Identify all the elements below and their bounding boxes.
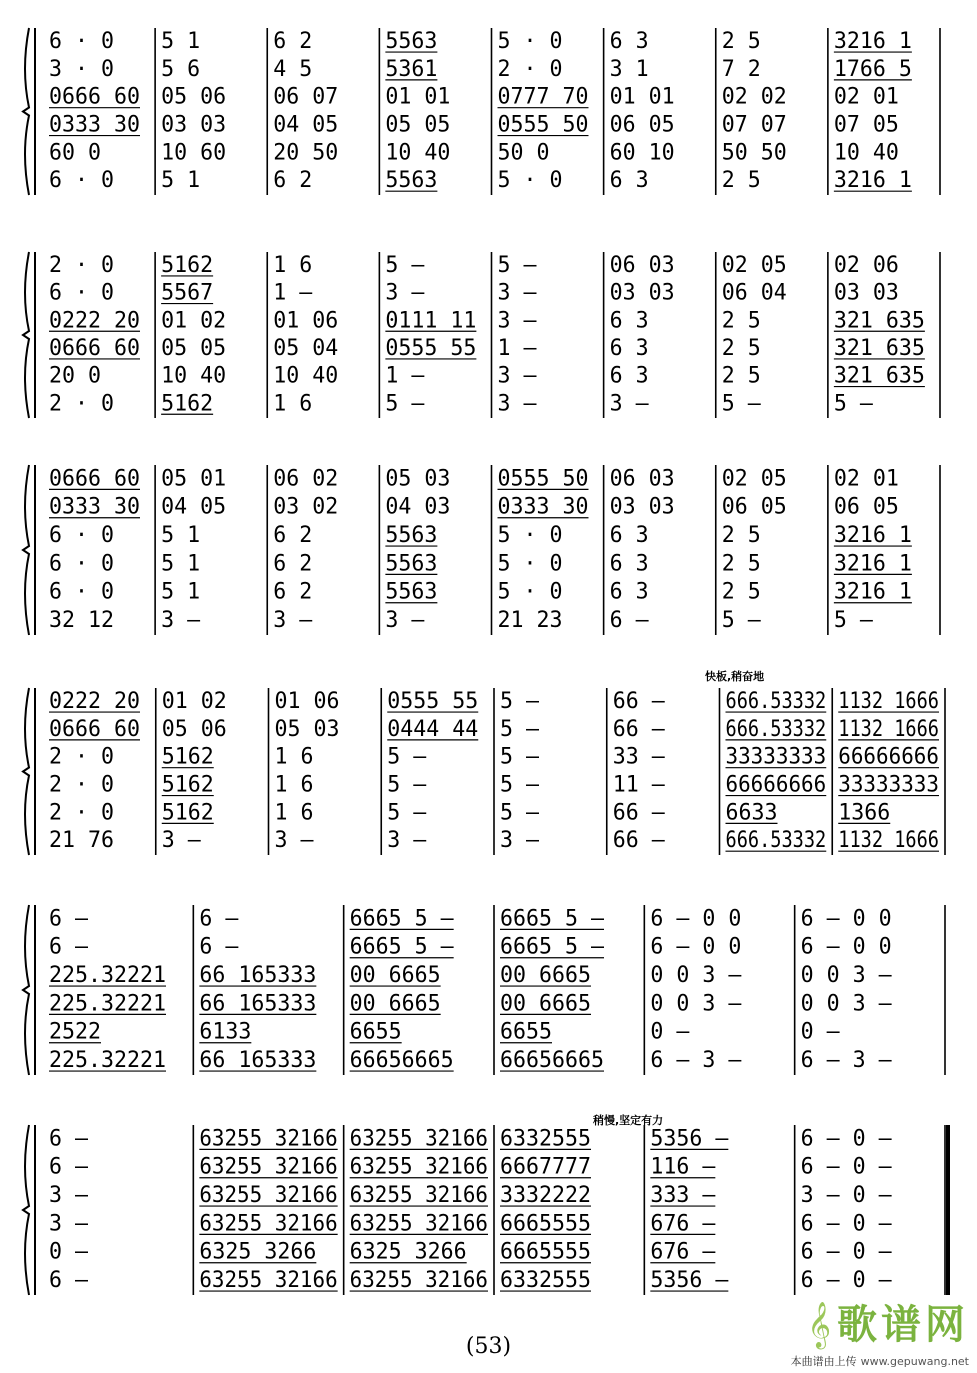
note-group: 5563: [385, 168, 438, 194]
note-group: 05 05: [161, 335, 227, 361]
note-group: 6665 5 —: [500, 906, 605, 932]
note-group: 6667777: [500, 1154, 591, 1180]
note-group: 5 · 0: [497, 168, 563, 194]
note-group: 00 6665: [349, 963, 441, 989]
note-group: 63255 32166: [199, 1268, 338, 1294]
note-group: 5162: [161, 744, 214, 770]
note-group: 3 1: [609, 56, 649, 82]
note-group: 6 — 3 —: [800, 1048, 893, 1074]
note-group: 6 · 0: [49, 551, 114, 577]
note-group: 4 5: [273, 56, 313, 82]
note-group: 2 · 0: [49, 772, 114, 798]
note-group: 0333 30: [497, 494, 589, 520]
note-group: 2 · 0: [49, 391, 114, 417]
note-group: 3 —: [497, 391, 538, 417]
note-group: 6 2: [273, 551, 313, 577]
note-group: 5162: [161, 772, 214, 798]
note-group: 03 03: [609, 494, 675, 520]
note-group: 1132 1666: [838, 716, 939, 742]
note-group: 0 0 3 —: [800, 991, 893, 1017]
note-group: 2 · 0: [49, 252, 114, 278]
note-group: 07 05: [833, 112, 899, 138]
note-group: 6133: [199, 1019, 252, 1045]
note-group: 2 5: [721, 168, 761, 194]
note-group: 10 40: [161, 363, 227, 389]
note-group: 6665555: [500, 1239, 591, 1265]
note-group: 5 —: [500, 744, 540, 770]
note-group: 50 0: [497, 140, 550, 166]
note-group: 6 —: [49, 1268, 89, 1294]
note-group: 5 —: [385, 391, 426, 417]
note-group: 66 —: [612, 800, 666, 826]
note-group: 5 · 0: [497, 29, 563, 55]
note-group: 5 —: [500, 716, 540, 742]
note-group: 2 5: [721, 579, 761, 605]
note-group: 11 —: [612, 772, 666, 798]
note-group: 3 —: [497, 308, 538, 334]
note-group: 3216 1: [833, 168, 912, 194]
note-group: 63255 32166: [349, 1211, 488, 1237]
note-group: 0666 60: [49, 466, 140, 492]
note-group: 6 —: [49, 1126, 89, 1152]
note-group: 03 03: [833, 280, 899, 306]
note-group: 00 6665: [500, 991, 591, 1017]
note-group: 5 1: [161, 29, 201, 55]
note-group: 5 —: [497, 252, 538, 278]
note-group: 05 03: [385, 466, 451, 492]
note-group: 05 06: [161, 84, 227, 110]
note-group: 66666666: [838, 744, 939, 770]
note-group: 6 3: [609, 335, 649, 361]
note-group: 63255 32166: [349, 1126, 488, 1152]
note-group: 66 —: [612, 689, 666, 715]
note-group: 5 —: [721, 608, 762, 634]
note-group: 6 3: [609, 551, 649, 577]
note-group: 3216 1: [833, 523, 912, 549]
note-group: 0 0 3 —: [650, 963, 743, 989]
note-group: 6633: [725, 800, 778, 826]
note-group: 5 —: [833, 608, 874, 634]
note-group: 5 · 0: [497, 551, 563, 577]
note-group: 05 05: [385, 112, 451, 138]
note-group: 63255 32166: [349, 1154, 488, 1180]
note-group: 6 2: [273, 168, 313, 194]
note-group: 60 0: [49, 140, 101, 166]
note-group: 20 50: [273, 140, 339, 166]
note-group: 5162: [161, 391, 214, 417]
note-group: 32 12: [49, 608, 114, 634]
note-group: 2 5: [721, 523, 761, 549]
note-group: 6 3: [609, 29, 649, 55]
note-group: 63255 32166: [199, 1211, 338, 1237]
note-group: 6665555: [500, 1211, 591, 1237]
note-group: 6 3: [609, 168, 649, 194]
note-group: 04 05: [273, 112, 339, 138]
note-group: 2 5: [721, 363, 761, 389]
note-group: 6665 5 —: [500, 934, 605, 960]
note-group: 6 — 0 —: [800, 1126, 893, 1152]
note-group: 6332555: [500, 1126, 591, 1152]
note-group: 66656665: [500, 1048, 604, 1074]
note-group: 5162: [161, 252, 214, 278]
note-group: 0444 44: [387, 716, 479, 742]
note-group: 01 02: [161, 689, 227, 715]
note-group: 5 —: [500, 689, 540, 715]
note-group: 6655: [349, 1019, 402, 1045]
note-group: 20 0: [49, 363, 101, 389]
system-brace: [23, 905, 29, 1075]
note-group: 225.32221: [49, 963, 166, 989]
note-group: 6 3: [609, 363, 649, 389]
note-group: 0333 30: [49, 112, 140, 138]
note-group: 5 1: [161, 168, 201, 194]
note-group: 5563: [385, 579, 438, 605]
note-group: 3 —: [497, 280, 538, 306]
note-group: 00 6665: [500, 963, 591, 989]
note-group: 66656665: [349, 1048, 454, 1074]
note-group: 0555 55: [385, 335, 477, 361]
note-group: 66 —: [612, 716, 666, 742]
note-group: 5563: [385, 523, 438, 549]
watermark-logo: 歌谱网: [837, 1302, 969, 1348]
note-group: 5563: [385, 551, 438, 577]
note-group: 1366: [838, 800, 891, 826]
note-group: 0222 20: [49, 308, 140, 334]
note-group: 06 04: [721, 280, 787, 306]
note-group: 321 635: [833, 335, 925, 361]
note-group: 01 06: [274, 689, 340, 715]
note-group: 0666 60: [49, 84, 140, 110]
note-group: 3332222: [500, 1183, 591, 1209]
note-group: 6 — 0 —: [800, 1154, 893, 1180]
note-group: 5 1: [161, 551, 201, 577]
note-group: 2 5: [721, 308, 761, 334]
note-group: 0 0 3 —: [800, 963, 893, 989]
tempo-mark-slow: 稍慢,坚定有力: [593, 1114, 664, 1127]
note-group: 50 50: [721, 140, 787, 166]
note-group: 6 · 0: [49, 280, 114, 306]
note-group: 06 05: [833, 494, 899, 520]
note-group: 5356 —: [650, 1268, 730, 1294]
note-group: 5 —: [387, 744, 427, 770]
note-group: 0 0 3 —: [650, 991, 743, 1017]
note-group: 04 03: [385, 494, 451, 520]
note-group: 10 40: [385, 140, 451, 166]
note-group: 7 2: [721, 56, 761, 82]
note-group: 6 — 0 0: [650, 906, 742, 932]
note-group: 0555 50: [497, 112, 589, 138]
note-group: 6 — 3 —: [650, 1048, 743, 1074]
note-group: 0777 70: [497, 84, 589, 110]
note-group: 3216 1: [833, 579, 912, 605]
note-group: 5 · 0: [497, 579, 563, 605]
note-group: 6 — 0 —: [800, 1211, 893, 1237]
note-group: 225.32221: [49, 991, 166, 1017]
note-group: 63255 32166: [199, 1154, 338, 1180]
note-group: 6 · 0: [49, 29, 114, 55]
note-group: 3 —: [497, 363, 538, 389]
note-group: 5162: [161, 800, 214, 826]
note-group: 02 05: [721, 466, 787, 492]
note-group: 05 04: [273, 335, 339, 361]
watermark-caption: 本曲谱由上传: [790, 1355, 857, 1368]
note-group: 6 —: [199, 934, 240, 960]
note-group: 6 3: [609, 579, 649, 605]
note-group: 1 6: [274, 772, 314, 798]
note-group: 6 —: [49, 906, 89, 932]
system-brace: [23, 688, 29, 855]
note-group: 01 06: [273, 308, 339, 334]
note-group: 1 6: [273, 391, 313, 417]
note-group: 3 —: [161, 828, 202, 854]
note-group: 10 40: [833, 140, 899, 166]
note-group: 63255 32166: [349, 1268, 488, 1294]
note-group: 01 02: [161, 308, 227, 334]
note-group: 5 1: [161, 523, 201, 549]
note-group: 6 — 0 0: [800, 906, 892, 932]
note-group: 5 —: [387, 772, 427, 798]
note-group: 0666 60: [49, 335, 140, 361]
note-group: 2 · 0: [49, 744, 114, 770]
note-group: 5 —: [385, 252, 426, 278]
note-group: 66 165333: [199, 1048, 317, 1074]
note-group: 2522: [49, 1019, 101, 1045]
note-group: 6 —: [609, 608, 650, 634]
note-group: 02 06: [833, 252, 899, 278]
note-group: 3 —: [273, 608, 313, 634]
note-group: 321 635: [833, 363, 925, 389]
note-group: 0111 11: [385, 308, 477, 334]
note-group: 5356 —: [650, 1126, 730, 1152]
note-group: 02 02: [721, 84, 787, 110]
note-group: 3 —: [387, 828, 427, 854]
note-group: 04 05: [161, 494, 227, 520]
note-group: 676 —: [650, 1239, 717, 1265]
note-group: 5 —: [833, 391, 874, 417]
note-group: 6 2: [273, 523, 313, 549]
note-group: 1 —: [385, 363, 426, 389]
note-group: 5361: [385, 56, 438, 82]
note-group: 6 3: [609, 523, 649, 549]
note-group: 3 —: [161, 608, 201, 634]
note-group: 03 03: [609, 280, 675, 306]
note-group: 1 6: [274, 800, 314, 826]
note-group: 676 —: [650, 1211, 717, 1237]
note-group: 5 —: [721, 391, 762, 417]
note-group: 05 06: [161, 716, 227, 742]
note-group: 01 01: [385, 84, 451, 110]
note-group: 5 1: [161, 579, 201, 605]
page-number: (53): [465, 1334, 512, 1359]
note-group: 06 03: [609, 466, 675, 492]
note-group: 02 01: [833, 84, 899, 110]
note-group: 6 3: [609, 308, 649, 334]
note-group: 333 —: [650, 1183, 717, 1209]
note-group: 3 —: [274, 828, 315, 854]
note-group: 3 —: [49, 1211, 89, 1237]
note-group: 6 · 0: [49, 168, 114, 194]
note-group: 2 5: [721, 29, 761, 55]
note-group: 5 · 0: [497, 523, 563, 549]
note-group: 05 01: [161, 466, 227, 492]
note-group: 63255 32166: [199, 1126, 338, 1152]
note-group: 6 — 0 —: [800, 1239, 893, 1265]
note-group: 6 2: [273, 29, 313, 55]
note-group: 2 5: [721, 551, 761, 577]
note-group: 5 —: [500, 800, 540, 826]
note-group: 6 — 0 —: [800, 1268, 893, 1294]
system-brace: [23, 1125, 29, 1295]
note-group: 5 —: [500, 772, 540, 798]
note-group: 1132 1666: [838, 828, 939, 854]
note-group: 6325 3266: [199, 1239, 317, 1265]
note-group: 60 10: [609, 140, 675, 166]
note-group: 3 —: [385, 280, 426, 306]
note-group: 6325 3266: [349, 1239, 467, 1265]
note-group: 06 03: [609, 252, 675, 278]
note-group: 3 —: [49, 1183, 89, 1209]
note-group: 0222 20: [49, 689, 140, 715]
note-group: 02 05: [721, 252, 787, 278]
note-group: 5567: [161, 280, 214, 306]
note-group: 3216 1: [833, 551, 912, 577]
note-group: 3 — 0 —: [800, 1183, 893, 1209]
note-group: 06 05: [721, 494, 787, 520]
note-group: 2 5: [721, 335, 761, 361]
note-group: 6332555: [500, 1268, 591, 1294]
note-group: 5 —: [387, 800, 427, 826]
note-group: 116 —: [650, 1154, 717, 1180]
note-group: 666.53332: [725, 828, 827, 854]
note-group: 3 —: [609, 391, 650, 417]
note-group: 6 — 0 0: [650, 934, 742, 960]
note-group: 66 165333: [199, 963, 317, 989]
note-group: 01 01: [609, 84, 675, 110]
note-group: 66 165333: [199, 991, 317, 1017]
note-group: 33 —: [612, 744, 666, 770]
note-group: 03 03: [161, 112, 227, 138]
note-group: 07 07: [721, 112, 787, 138]
note-group: 1 6: [274, 744, 314, 770]
note-group: 0 —: [650, 1019, 691, 1045]
note-group: 1132 1666: [838, 689, 939, 715]
note-group: 666.53332: [725, 689, 827, 715]
note-group: 1 6: [273, 252, 313, 278]
note-group: 0666 60: [49, 716, 140, 742]
note-group: 6 —: [199, 906, 240, 932]
note-group: 66666666: [725, 772, 827, 798]
note-group: 6 —: [49, 934, 89, 960]
note-group: 63255 32166: [199, 1183, 338, 1209]
note-group: 06 02: [273, 466, 339, 492]
note-group: 6 2: [273, 579, 313, 605]
note-group: 0555 50: [497, 466, 589, 492]
note-group: 1766 5: [833, 56, 912, 82]
note-group: 06 07: [273, 84, 339, 110]
note-group: 21 23: [497, 608, 563, 634]
note-group: 2 · 0: [497, 56, 563, 82]
note-group: 0 —: [49, 1239, 89, 1265]
note-group: 0 —: [800, 1019, 841, 1045]
note-group: 06 05: [609, 112, 675, 138]
note-group: 0333 30: [49, 494, 140, 520]
note-group: 1 —: [497, 335, 538, 361]
note-group: 33333333: [725, 744, 827, 770]
system-brace: [23, 28, 29, 195]
note-group: 5563: [385, 29, 438, 55]
note-group: 225.32221: [49, 1048, 166, 1074]
watermark-url: www.gepuwang.net: [860, 1355, 969, 1368]
note-group: 2 · 0: [49, 800, 114, 826]
system-brace: [23, 252, 29, 418]
note-group: 10 60: [161, 140, 227, 166]
note-group: 21 76: [49, 828, 114, 854]
note-group: 02 01: [833, 466, 899, 492]
note-group: 6665 5 —: [349, 934, 455, 960]
note-group: 33333333: [838, 772, 939, 798]
note-group: 00 6665: [349, 991, 441, 1017]
note-group: 666.53332: [725, 716, 827, 742]
note-group: 10 40: [273, 363, 339, 389]
note-group: 6 · 0: [49, 579, 114, 605]
note-group: 0555 55: [387, 689, 479, 715]
note-group: 63255 32166: [349, 1183, 488, 1209]
note-group: 66 —: [612, 828, 666, 854]
watermark: [791, 1293, 969, 1369]
note-group: 6 —: [49, 1154, 89, 1180]
note-group: 3216 1: [833, 29, 912, 55]
note-group: 3 —: [385, 608, 426, 634]
note-group: 3 —: [500, 828, 540, 854]
note-group: 6655: [500, 1019, 552, 1045]
note-group: 6 · 0: [49, 523, 114, 549]
note-group: 1 —: [273, 280, 313, 306]
note-group: 5 6: [161, 56, 201, 82]
note-group: 6665 5 —: [349, 906, 455, 932]
note-group: 321 635: [833, 308, 925, 334]
note-group: 05 03: [274, 716, 340, 742]
note-group: 03 02: [273, 494, 339, 520]
tempo-mark-allegro: 快板,稍奋地: [705, 670, 765, 683]
treble-clef-icon: 𝄞: [807, 1302, 831, 1348]
note-group: 3 · 0: [49, 56, 114, 82]
note-group: 6 — 0 0: [800, 934, 892, 960]
system-brace: [23, 465, 29, 635]
